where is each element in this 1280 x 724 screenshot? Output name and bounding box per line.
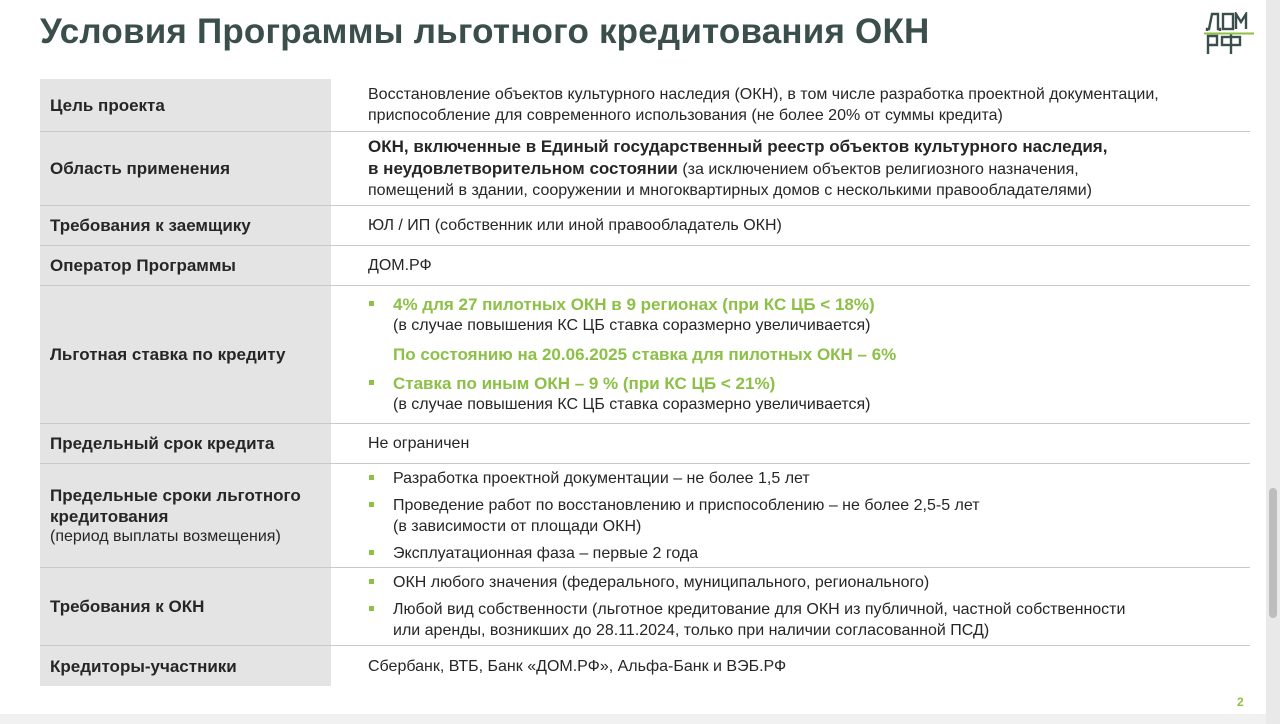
table-row-borrower: [40, 206, 1250, 246]
list-item: Проведение работ по восстановлению и приспособлению – не более 2,5-5 лет: [368, 495, 1250, 516]
table-row-rate: [40, 286, 1250, 424]
row-value: ЮЛ / ИП (собственник или иной правообладатель ОКН): [368, 217, 782, 234]
page-number: 2: [1237, 695, 1244, 709]
scrollbar[interactable]: [1266, 0, 1280, 724]
table-row-goal: [40, 79, 1250, 132]
row-value: ДОМ.РФ: [368, 257, 432, 274]
list-item-note: (в зависимости от площади ОКН): [393, 517, 642, 535]
label-sub: (период выплаты возмещения): [50, 527, 281, 545]
row-value: [331, 132, 1250, 205]
value-line: приспособление для современного использования (не более 20% от суммы кредита): [368, 107, 1003, 124]
table-row-scope: [40, 132, 1250, 206]
rate-item-pilot: 4% для 27 пилотных ОКН в 9 регионах (при КС ЦБ < 18%): [368, 294, 1250, 315]
row-value: [331, 286, 1250, 423]
row-value: [331, 79, 1250, 131]
label-line: кредитования: [50, 506, 169, 526]
program-conditions-table: [40, 79, 1250, 686]
row-value: [331, 568, 1250, 645]
list-item: Любой вид собственности (льготное кредитование для ОКН из публичной, частной собственности: [368, 599, 1250, 620]
value-line: помещений в здании, сооружении и многоквартирных домов с несколькими правообладателями): [368, 182, 1093, 199]
row-label: Льготная ставка по кредиту: [40, 286, 331, 423]
table-row-creditors: [40, 646, 1250, 686]
row-label: Оператор Программы: [40, 246, 331, 285]
dom-rf-logo: [1204, 12, 1254, 56]
row-label: Цель проекта: [40, 79, 331, 131]
table-row-preferential-terms: [40, 464, 1250, 568]
list-item: ОКН любого значения (федерального, муниципального, регионального): [368, 572, 1250, 593]
row-label: Предельный срок кредита: [40, 424, 331, 463]
table-row-okn-requirements: [40, 568, 1250, 646]
table-row-term: [40, 424, 1250, 464]
row-value: [331, 464, 1250, 567]
value-text: (за исключением объектов религиозного назначения,: [677, 161, 1079, 178]
row-label: Область применения: [40, 132, 331, 205]
rate-note: (в случае повышения КС ЦБ ставка соразмерно увеличивается): [393, 317, 871, 334]
row-label: Требования к ОКН: [40, 568, 331, 645]
row-value: Сбербанк, ВТБ, Банк «ДОМ.РФ», Альфа-Банк и ВЭБ.РФ: [368, 657, 787, 675]
list-item: Эксплуатационная фаза – первые 2 года: [368, 543, 1250, 564]
row-label: Требования к заемщику: [40, 206, 331, 245]
rate-status: По состоянию на 20.06.2025 ставка для пилотных ОКН – 6%: [393, 345, 897, 364]
list-item: Разработка проектной документации – не более 1,5 лет: [368, 468, 1250, 489]
row-value: Не ограничен: [368, 435, 470, 452]
value-line: Восстановление объектов культурного наследия (ОКН), в том числе разработка проектной документации,: [368, 86, 1159, 103]
rate-note: (в случае повышения КС ЦБ ставка соразмерно увеличивается): [393, 396, 871, 413]
row-label: Кредиторы-участники: [40, 646, 331, 686]
page-title: Условия Программы льготного кредитования ОКН: [40, 12, 930, 51]
bottom-band: [0, 714, 1266, 724]
label-line: Предельные сроки льготного: [50, 485, 301, 505]
row-label: [40, 464, 331, 567]
scrollbar-thumb[interactable]: [1269, 488, 1277, 618]
value-bold-text: ОКН, включенные в Единый государственный реестр объектов культурного наследия,: [368, 137, 1108, 156]
rate-item-other: Ставка по иным ОКН – 9 % (при КС ЦБ < 21%): [368, 373, 1250, 394]
table-row-operator: [40, 246, 1250, 286]
value-bold-text: в неудовлетворительном состоянии: [368, 159, 678, 178]
list-item-note: или аренды, возникших до 28.11.2024, только при наличии согласованной ПСД): [393, 622, 990, 639]
